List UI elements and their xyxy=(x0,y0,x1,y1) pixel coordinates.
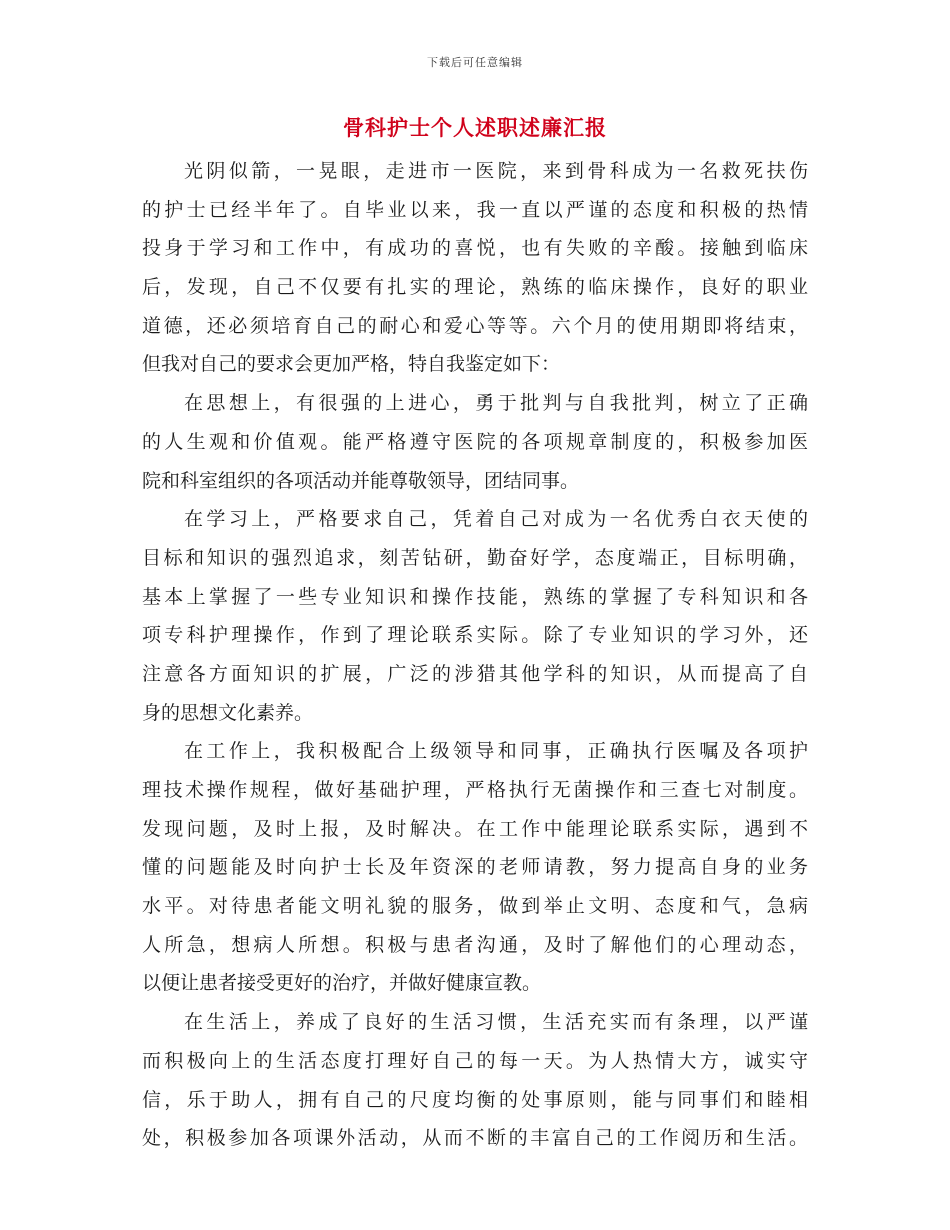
document-title: 骨科护士个人述职述廉汇报 xyxy=(343,115,607,140)
text-line: 理技术操作规程，做好基础护理，严格执行无菌操作和三查七对制度。 xyxy=(142,779,808,801)
text-line: 在学习上，严格要求自己，凭着自己对成为一名优秀白衣天使的 xyxy=(184,508,808,531)
text-line: 发现问题，及时上报，及时解决。在工作中能理论联系实际，遇到不 xyxy=(142,817,808,840)
text-line: 而积极向上的生活态度打理好自己的每一天。为人热情大方，诚实守 xyxy=(142,1049,808,1072)
text-line: 的人生观和价值观。能严格遵守医院的各项规章制度的，积极参加医 xyxy=(142,430,808,453)
text-line: 后，发现，自己不仅要有扎实的理论，熟练的临床操作，良好的职业 xyxy=(142,276,808,299)
text-line: 光阴似箭，一晃眼，走进市一医院，来到骨科成为一名救死扶伤 xyxy=(184,160,808,182)
text-line: 在生活上，养成了良好的生活习惯，生活充实而有条理，以严谨 xyxy=(184,1011,808,1034)
text-line: 水平。对待患者能文明礼貌的服务，做到举止文明、态度和气，急病 xyxy=(142,895,808,918)
text-line: 但我对自己的要求会更加严格，特自我鉴定如下： xyxy=(142,353,561,376)
text-line: 注意各方面知识的扩展，广泛的涉猎其他学科的知识，从而提高了自 xyxy=(142,662,808,685)
text-line: 信，乐于助人，拥有自己的尺度均衡的处事原则，能与同事们和睦相 xyxy=(142,1088,808,1111)
text-line: 道德，还必须培育自己的耐心和爱心等等。六个月的使用期即将结束， xyxy=(142,314,808,337)
text-line: 懂的问题能及时向护士长及年资深的老师请教，努力提高自身的业务 xyxy=(142,856,808,879)
text-line: 的护士已经半年了。自毕业以来，我一直以严谨的态度和积极的热情 xyxy=(142,198,808,221)
text-line: 院和科室组织的各项活动并能尊敬领导，团结同事。 xyxy=(142,469,580,492)
text-line: 投身于学习和工作中，有成功的喜悦，也有失败的辛酸。接触到临床 xyxy=(142,237,808,260)
document-body xyxy=(142,152,808,1158)
text-line: 基本上掌握了一些专业知识和操作技能，熟练的掌握了专科知识和各 xyxy=(142,585,808,608)
text-line: 目标和知识的强烈追求，刻苦钻研，勤奋好学，态度端正，目标明确， xyxy=(142,546,808,569)
text-line: 项专科护理操作，作到了理论联系实际。除了专业知识的学习外，还 xyxy=(142,624,808,647)
text-line: 处，积极参加各项课外活动，从而不断的丰富自己的工作阅历和生活。 xyxy=(142,1127,808,1150)
header-note: 下载后可任意编辑 xyxy=(427,56,523,69)
text-line: 身的思想文化素养。 xyxy=(142,701,314,724)
text-line: 在思想上，有很强的上进心，勇于批判与自我批判，树立了正确 xyxy=(184,392,808,415)
text-line: 人所急，想病人所想。积极与患者沟通，及时了解他们的心理动态， xyxy=(142,933,808,956)
text-line: 以便让患者接受更好的治疗，并做好健康宣教。 xyxy=(142,972,542,995)
text-line: 在工作上，我积极配合上级领导和同事，正确执行医嘱及各项护 xyxy=(184,740,808,763)
